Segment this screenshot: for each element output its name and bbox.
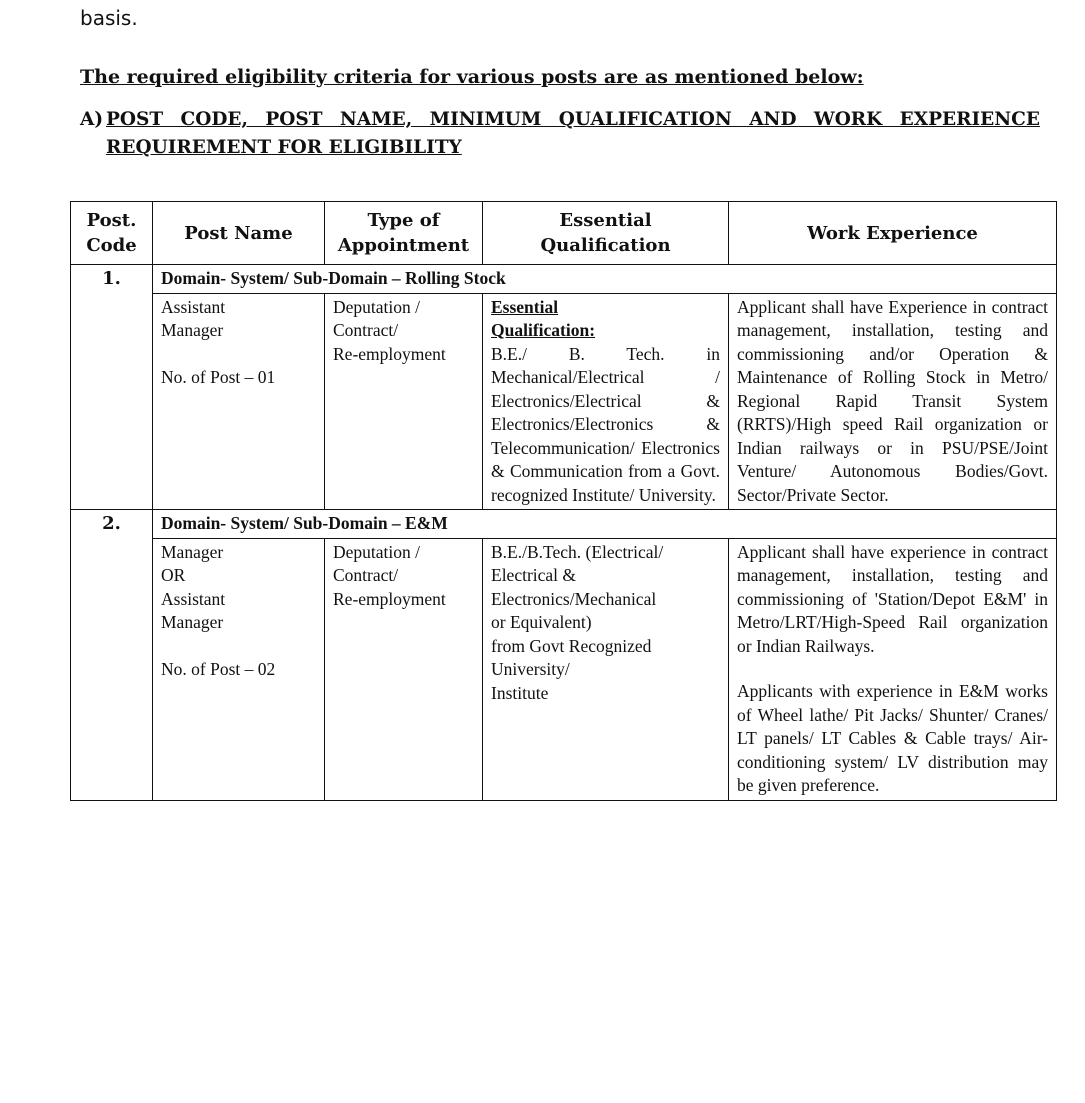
post-code-cell: 1. [71,265,153,510]
post-name-cell: Manager OR Assistant Manager No. of Post – 02 [153,538,325,800]
header-post-code: Post. Code [71,202,153,265]
header-experience: Work Experience [729,202,1057,265]
intro-text: basis. [80,6,138,30]
header-post-name: Post Name [153,202,325,265]
table-row-domain [71,265,1057,294]
post-count: No. of Post – 01 [161,367,276,387]
experience-cell: Applicant shall have experience in contract management, installation, testing and commissioning of 'Station/Depot E&M' in Metro/LRT/High-Speed Rail organization or Indian Railways. Applicants with experience in E&M works of Wheel lathe/ Pit Jacks/ Shunter/ Cranes/ LT panels/ LT Cables & Cable trays/ Air-conditioning system/ LV distribution may be given preference. [729,538,1057,800]
header-qualification: Essential Qualification [483,202,729,265]
post-count: No. of Post – 02 [161,659,276,679]
header-appointment: Type of Appointment [325,202,483,265]
table-row-domain [71,510,1057,539]
qualification-cell: Essential Qualification: B.E./ B. Tech. in Mechanical/Electrical / Electronics/Electrical & Electronics/Electronics & Telecommunication/ Electronics & Communication from a Govt. recognized Institute/ University. [483,293,729,510]
appointment-cell: Deputation / Contract/ Re-employment [325,293,483,510]
table-header-row [71,202,1057,265]
eligibility-heading: The required eligibility criteria for various posts are as mentioned below: [80,66,864,88]
appointment-cell: Deputation / Contract/ Re-employment [325,538,483,800]
experience-cell: Applicant shall have Experience in contract management, installation, testing and commissioning and/or Operation & Maintenance of Rolling Stock in Metro/ Regional Rapid Transit System (RRTS)/High speed Rail organization or Indian railways or in PSU/PSE/Joint Venture/ Autonomous Bodies/Govt. Sector/Private Sector. [729,293,1057,510]
eligibility-table [70,201,1057,801]
section-marker: A) [80,109,104,130]
post-code-cell: 2. [71,510,153,801]
section-title: POST CODE, POST NAME, MINIMUM QUALIFICATION AND WORK EXPERIENCE REQUIREMENT FOR ELIGIBILITY [106,109,1040,158]
domain-cell: Domain- System/ Sub-Domain – E&M [153,510,1057,539]
domain-cell: Domain- System/ Sub-Domain – Rolling Stock [153,265,1057,294]
qualification-cell: B.E./B.Tech. (Electrical/ Electrical & Electronics/Mechanical or Equivalent) from Govt Recognized University/ Institute [483,538,729,800]
table-row [71,538,1057,800]
post-name-cell: Assistant Manager No. of Post – 01 [153,293,325,510]
table-row [71,293,1057,510]
section-a-heading [80,106,1040,162]
